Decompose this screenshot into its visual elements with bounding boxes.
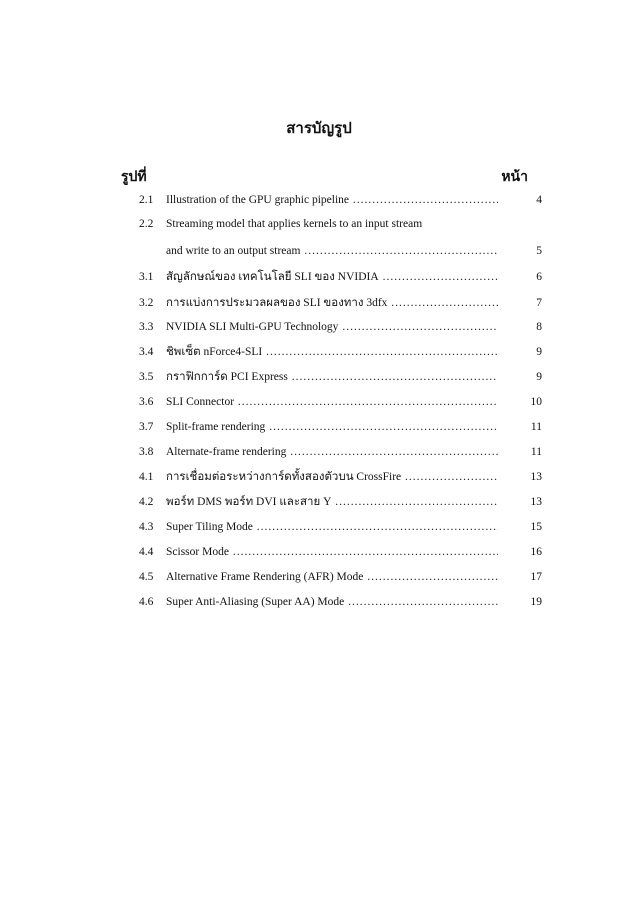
figure-entry xyxy=(0,392,638,412)
figure-entry xyxy=(0,567,638,587)
figure-number: 4.1 xyxy=(139,471,154,483)
figure-caption: พอร์ท DMS พอร์ท DVI และสาย Y ..... xyxy=(166,492,498,512)
page-number: 19 xyxy=(530,596,542,608)
figure-entry xyxy=(0,542,638,562)
figure-caption: Alternate-frame rendering ..... xyxy=(166,442,498,462)
figure-entry xyxy=(0,190,638,210)
figure-number: 3.6 xyxy=(139,396,154,408)
figure-number: 4.5 xyxy=(139,571,154,583)
figure-number: 3.1 xyxy=(139,271,154,283)
figure-number: 2.1 xyxy=(139,194,154,206)
page-number: 4 xyxy=(536,194,542,206)
figure-entry xyxy=(0,267,638,287)
page-number: 10 xyxy=(530,396,542,408)
figure-number: 3.5 xyxy=(139,371,154,383)
figure-entry xyxy=(0,317,638,337)
page-column-header: หน้า xyxy=(501,170,528,185)
figure-entry xyxy=(0,367,638,387)
page-number: 8 xyxy=(536,321,542,333)
figure-number: 2.2 xyxy=(139,218,154,230)
figure-column-header: รูปที่ xyxy=(121,170,147,185)
page-number: 13 xyxy=(530,496,542,508)
page-title: สารบัญรูป xyxy=(286,121,352,137)
figure-caption: สัญลักษณ์ของ เทคโนโลยี SLI ของ NVIDIA ..... xyxy=(166,267,498,287)
figure-caption: การเชื่อมต่อระหว่างการ์ดทั้งสองตัวบน CrossFire ..... xyxy=(166,467,498,487)
figure-caption: Illustration of the GPU graphic pipeline ..... xyxy=(166,190,498,210)
page-number: 5 xyxy=(536,245,542,257)
figure-caption: NVIDIA SLI Multi-GPU Technology ..... xyxy=(166,317,498,337)
figure-number: 3.8 xyxy=(139,446,154,458)
figure-caption: Super Anti-Aliasing (Super AA) Mode ..... xyxy=(166,592,498,612)
page-number: 9 xyxy=(536,371,542,383)
figure-entry xyxy=(0,517,638,537)
figure-caption: Super Tiling Mode ..... xyxy=(166,517,498,537)
page-number: 17 xyxy=(530,571,542,583)
page-number: 15 xyxy=(530,521,542,533)
figure-caption: SLI Connector ..... xyxy=(166,392,498,412)
page-number: 6 xyxy=(536,271,542,283)
figure-caption: Scissor Mode ..... xyxy=(166,542,498,562)
figure-caption: กราฟิกการ์ด PCI Express ..... xyxy=(166,367,498,387)
page-number: 13 xyxy=(530,471,542,483)
figure-number: 4.4 xyxy=(139,546,154,558)
page-number: 16 xyxy=(530,546,542,558)
figure-entry xyxy=(0,342,638,362)
figure-caption: Streaming model that applies kernels to an input stream xyxy=(166,218,423,230)
figure-entry xyxy=(0,417,638,437)
figure-entry xyxy=(0,214,638,234)
figure-entry xyxy=(0,241,638,261)
page-number: 11 xyxy=(530,446,542,458)
figure-entry xyxy=(0,467,638,487)
figure-caption: Split-frame rendering ..... xyxy=(166,417,498,437)
figure-entry xyxy=(0,442,638,462)
page-number: 7 xyxy=(536,297,542,309)
figure-caption: Alternative Frame Rendering (AFR) Mode ..... xyxy=(166,567,498,587)
figure-number: 4.6 xyxy=(139,596,154,608)
figure-number: 3.3 xyxy=(139,321,154,333)
figure-entry xyxy=(0,293,638,313)
figure-entry xyxy=(0,492,638,512)
figure-number: 4.3 xyxy=(139,521,154,533)
figure-number: 4.2 xyxy=(139,496,154,508)
figure-entry xyxy=(0,592,638,612)
figure-caption: ชิพเซ็ต nForce4-SLI ..... xyxy=(166,342,498,362)
page-number: 9 xyxy=(536,346,542,358)
figure-number: 3.7 xyxy=(139,421,154,433)
figure-caption: and write to an output stream ..... xyxy=(166,241,498,261)
page-number: 11 xyxy=(530,421,542,433)
figure-number: 3.4 xyxy=(139,346,154,358)
figure-number: 3.2 xyxy=(139,297,154,309)
figure-caption: การแบ่งการประมวลผลของ SLI ของทาง 3dfx ..... xyxy=(166,293,498,313)
